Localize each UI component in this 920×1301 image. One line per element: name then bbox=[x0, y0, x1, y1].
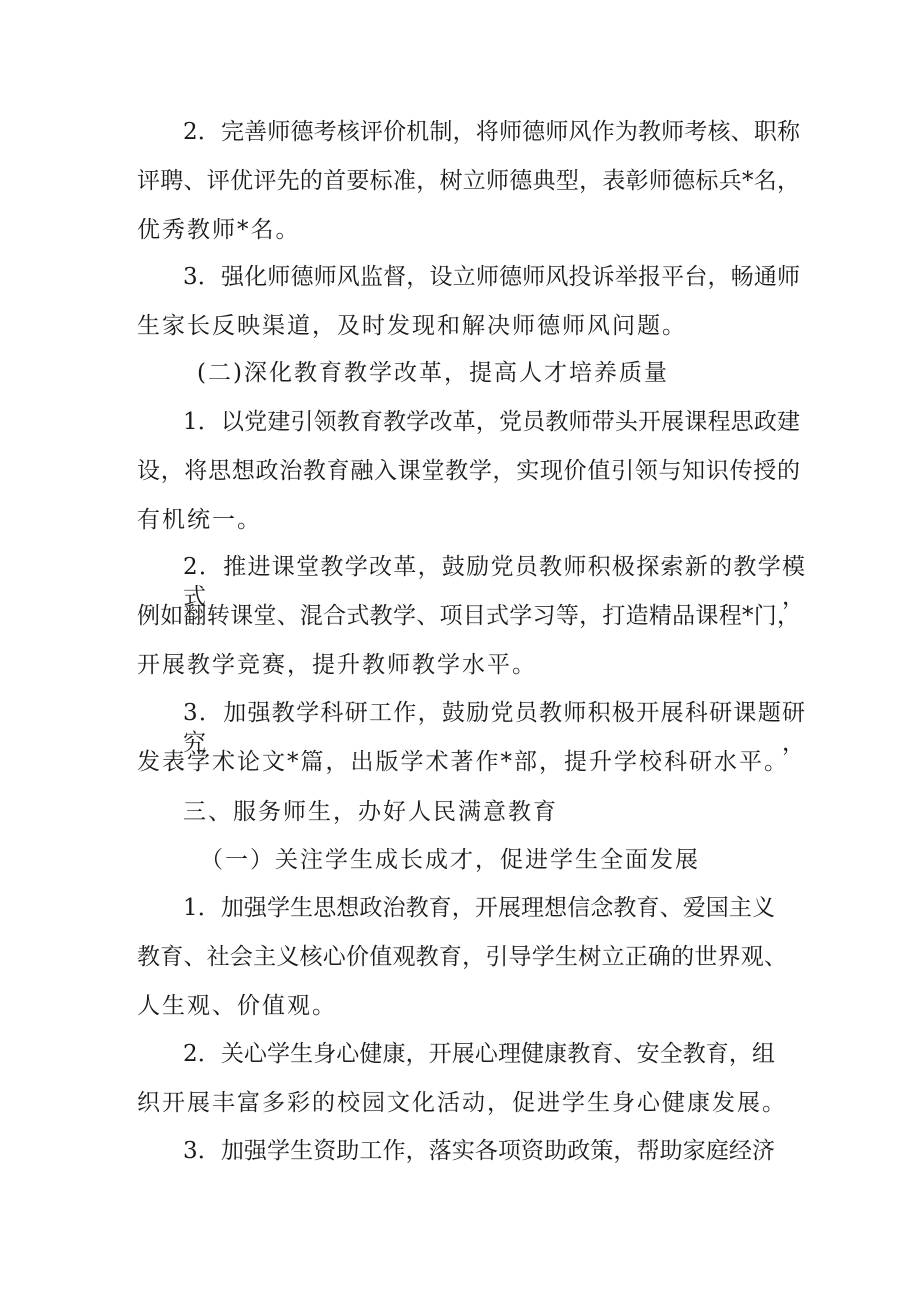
text-line: 例如翻转课堂、混合式教学、项目式学习等，打造精品课程*门， bbox=[137, 603, 800, 629]
text-line: 人生观、价值观。 bbox=[137, 993, 337, 1019]
text-line: 设，将思想政治教育融入课堂教学，实现价值引领与知识传授的 bbox=[137, 458, 800, 484]
text-line: 优秀教师*名。 bbox=[137, 217, 301, 243]
text-line: 3．强化师德师风监督，设立师德师风投诉举报平台，畅通师 bbox=[183, 264, 800, 290]
text-line: 2．推进课堂教学改革，鼓励党员教师积极探索新的教学模式， bbox=[183, 554, 805, 610]
text-line: 发表学术论文*篇，出版学术著作*部，提升学校科研水平。 bbox=[137, 749, 789, 775]
text-line: 织开展丰富多彩的校园文化活动，促进学生身心健康发展。 bbox=[137, 1090, 787, 1116]
text-line: 2．关心学生身心健康，开展心理健康教育、安全教育，组 bbox=[183, 1041, 775, 1067]
text-line: 评聘、评优评先的首要标准，树立师德典型，表彰师德标兵*名， bbox=[137, 168, 800, 194]
text-line: 有机统一。 bbox=[137, 507, 262, 533]
section-heading: (二)深化教育教学改革，提高人才培养质量 bbox=[197, 360, 669, 386]
text-line: 1．以党建引领教育教学改革，党员教师带头开展课程思政建 bbox=[183, 409, 800, 435]
text-line: 生家长反映渠道，及时发现和解决师德师风问题。 bbox=[137, 313, 687, 339]
text-line: 3．加强学生资助工作，落实各项资助政策，帮助家庭经济 bbox=[183, 1138, 775, 1164]
text-line: 2．完善师德考核评价机制，将师德师风作为教师考核、职称 bbox=[183, 119, 800, 145]
text-line: 开展教学竞赛，提升教师教学水平。 bbox=[137, 652, 537, 678]
text-line: 教育、社会主义核心价值观教育，引导学生树立正确的世界观、 bbox=[137, 944, 787, 970]
text-line: 3．加强教学科研工作，鼓励党员教师积极开展科研课题研究， bbox=[183, 700, 805, 756]
section-heading: 三、服务师生，办好人民满意教育 bbox=[183, 799, 558, 825]
text-line: 1．加强学生思想政治教育，开展理想信念教育、爱国主义 bbox=[183, 895, 775, 921]
section-heading: （一）关注学生成长成才，促进学生全面发展 bbox=[200, 847, 700, 873]
